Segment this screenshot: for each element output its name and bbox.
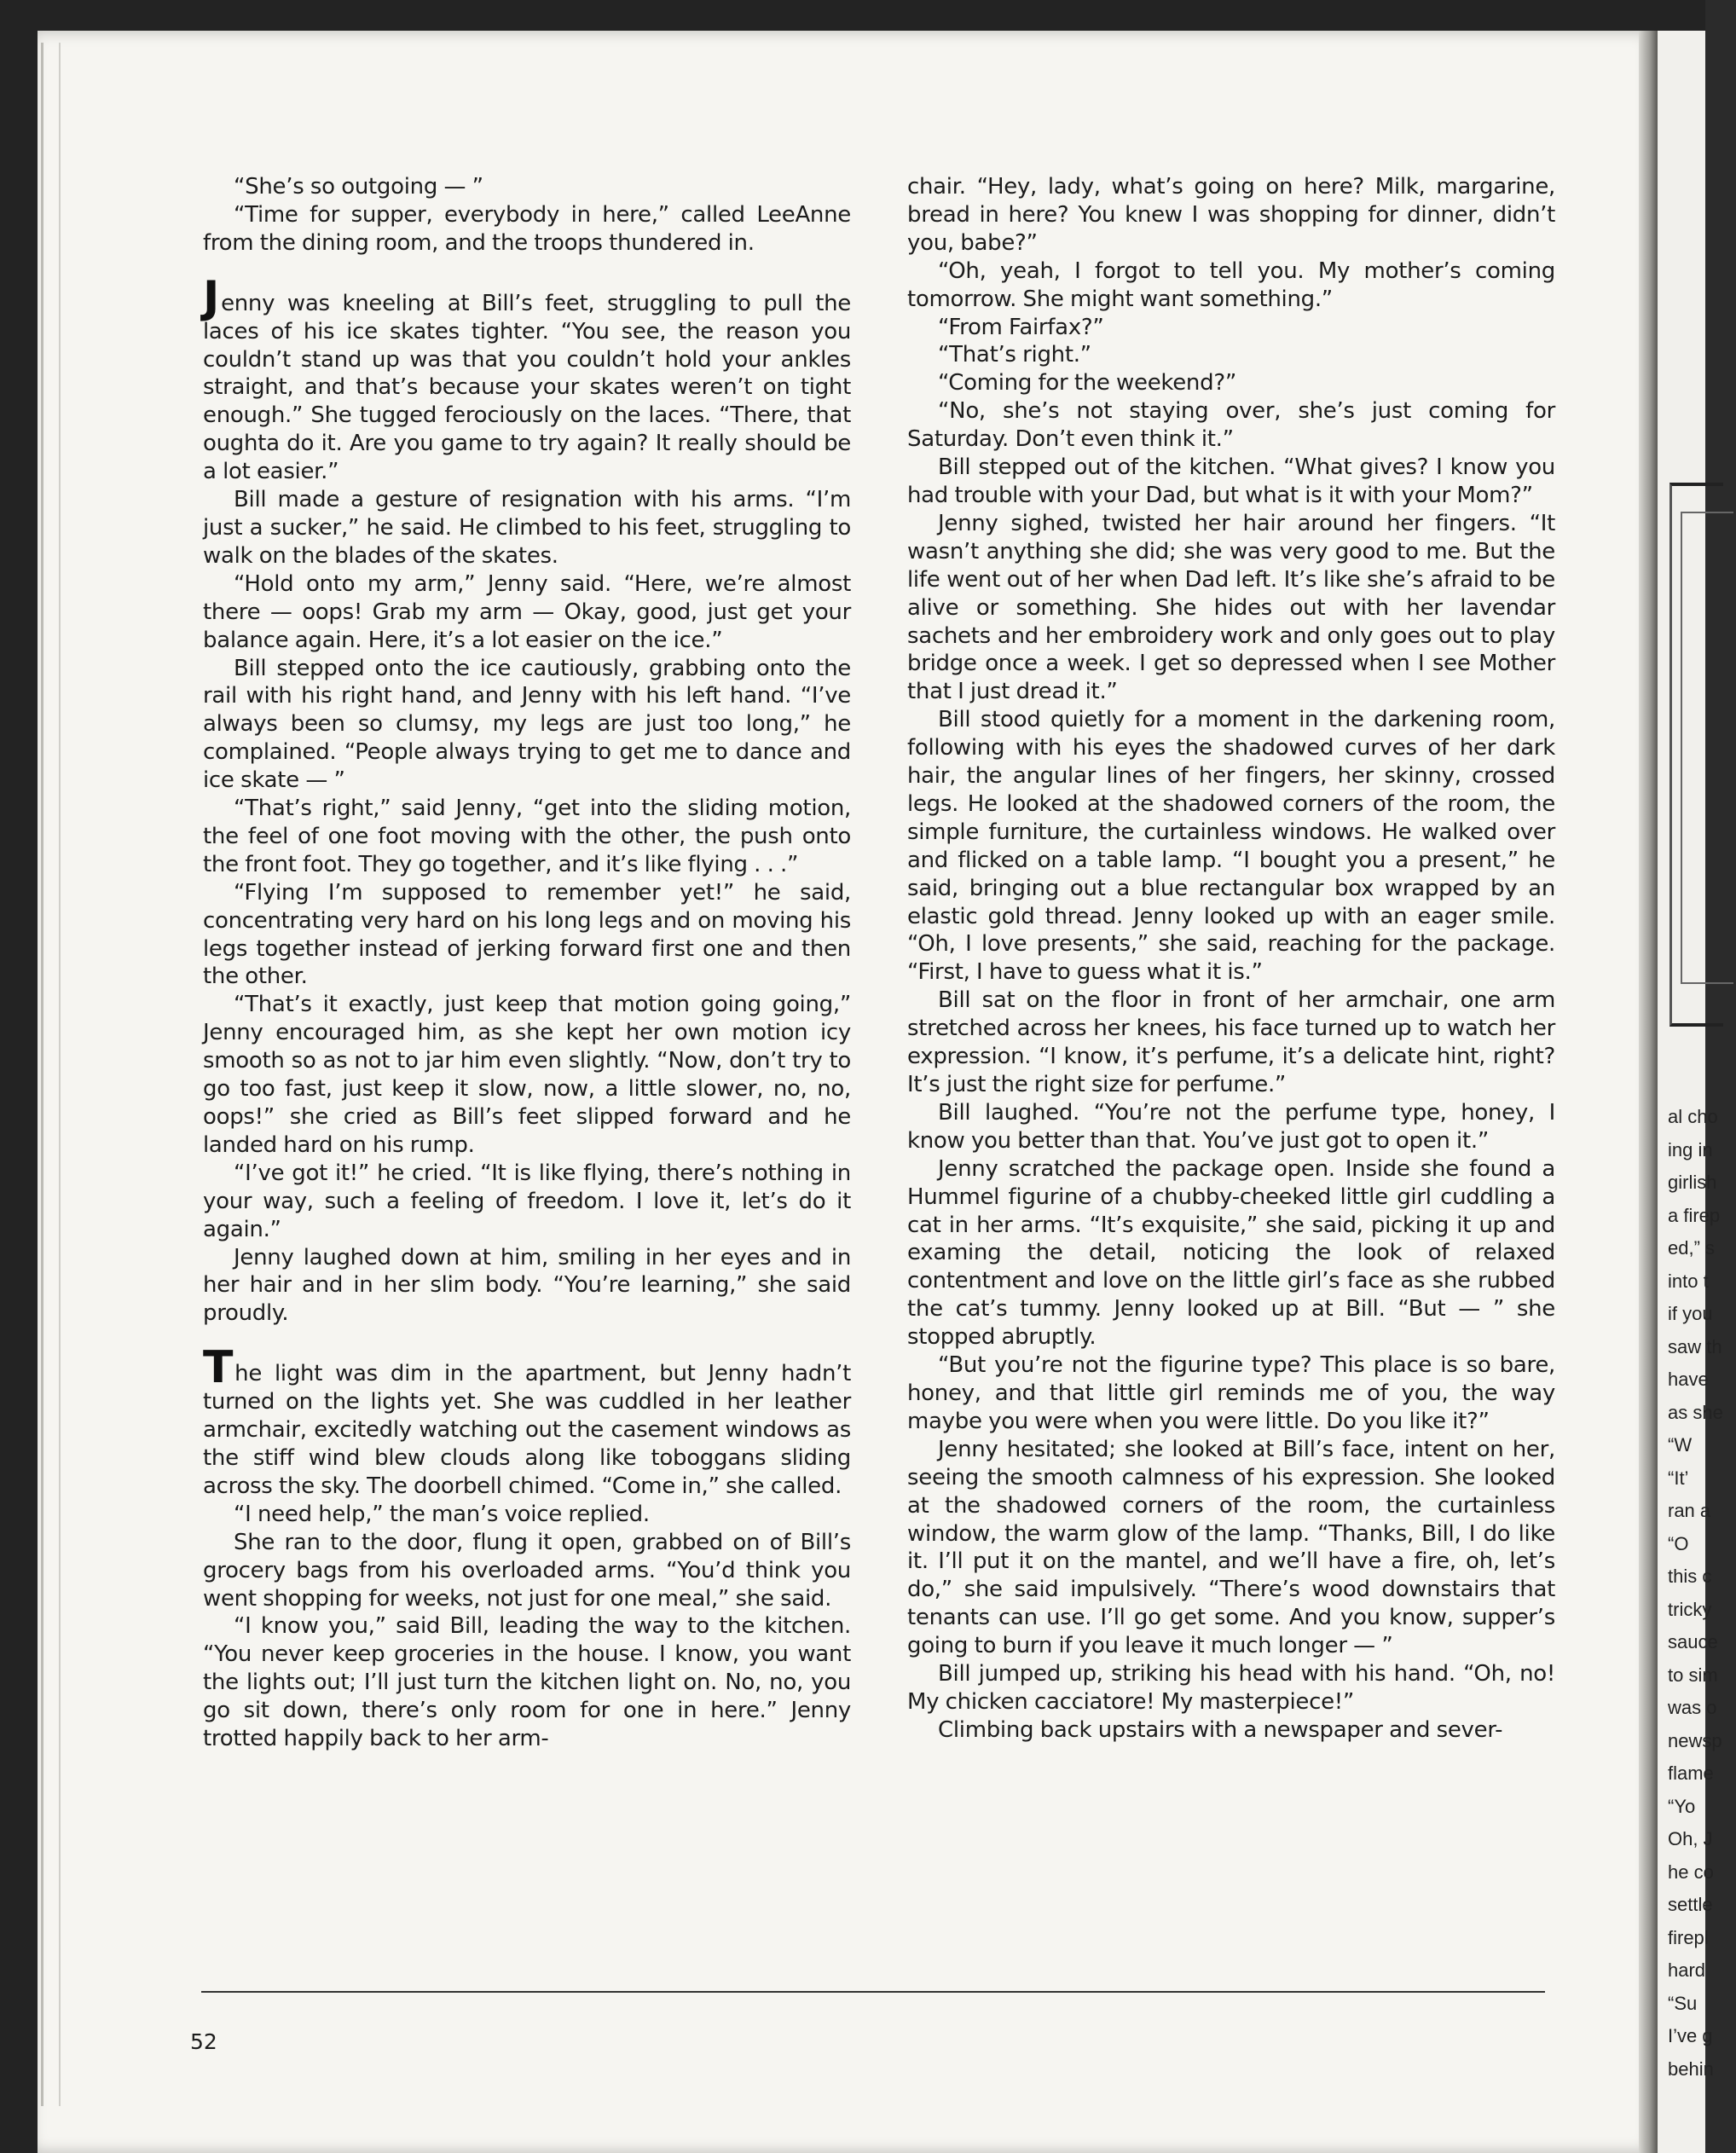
paragraph: Jenny hesitated; she looked at Bill’s face, intent on her, seeing the smooth calmness of his expression. She looked at the shadowed corners of the room, the curtainless window, the warm glow of the lamp. “Thanks, Bill, I do like it. I’ll put it on the mantel, and we’ll have a fire, oh, let’s do,” she said impulsively. “There’s wood downstairs that tenants can use. I’ll go get some. And you know, supper’s going to burn if you leave it much longer — ”	[907, 1436, 1555, 1659]
adjacent-text-fragment: flame	[1668, 1762, 1714, 1784]
page-stack-edge	[41, 43, 61, 2106]
adjacent-text-fragment: “O	[1668, 1532, 1689, 1554]
adjacent-text-fragment: ing in	[1668, 1138, 1713, 1160]
paragraph: “Oh, yeah, I forgot to tell you. My mother’s coming tomorrow. She might want something.”	[907, 258, 1555, 312]
page-number: 52	[190, 2029, 217, 2054]
paragraph: “I need help,” the man’s voice replied.	[234, 1501, 650, 1527]
adjacent-text-fragment: have	[1668, 1369, 1709, 1390]
adjacent-text-fragment: hard	[1668, 1959, 1706, 1981]
adjacent-page-text	[1668, 1101, 1736, 2086]
paragraph: Climbing back upstairs with a newspaper and sever-	[938, 1716, 1503, 1743]
paragraph: “No, she’s not staying over, she’s just coming for Saturday. Don’t even think it.”	[907, 398, 1555, 453]
section-opening-paragraph	[203, 271, 851, 486]
adjacent-sidebar-box	[1669, 483, 1723, 1027]
adjacent-text-fragment: “W	[1668, 1434, 1693, 1456]
paragraph: Bill stepped out of the kitchen. “What gives? I know you had trouble with your Dad, but what is it with your Mom?”	[907, 454, 1555, 508]
paragraph: “I’ve got it!” he cried. “It is like flying, there’s nothing in your way, such a feeling of freedom. I love it, let’s do it again.”	[203, 1160, 851, 1242]
paragraph: “I know you,” said Bill, leading the way to the kitchen. “You never keep groceries in the house. I know, you want the lights out; I’ll just turn the kitchen light on. No, no, you go sit down, there’s only room for one in here.” Jenny trotted happily back to her arm-	[203, 1613, 851, 1752]
paragraph-text: he light was dim in the apartment, but Jenny hadn’t turned on the lights yet. She was cuddled in her leather armchair, excitedly watching out the casement windows as the stiff wind blew clouds along like toboggans sliding across the sky. The doorbell chimed. “Come in,” she called.	[203, 1361, 851, 1499]
adjacent-text-fragment: ran a	[1668, 1500, 1711, 1521]
paragraph: “She’s so outgoing — ”	[234, 174, 483, 200]
adjacent-text-fragment: was o	[1668, 1697, 1717, 1718]
drop-cap: T	[203, 1342, 234, 1394]
paragraph: Bill sat on the floor in front of her armchair, one arm stretched across her knees, his face turned up to watch her expression. “I know, it’s perfume, it’s a delicate hint, right? It’s just the right size for perfume.”	[907, 987, 1555, 1097]
adjacent-text-fragment: to sim	[1668, 1664, 1718, 1686]
drop-cap: J	[203, 271, 220, 323]
section-opening-paragraph	[203, 1342, 851, 1501]
paragraph: “But you’re not the figurine type? This place is so bare, honey, and that little girl reminds me of you, the way maybe you were when you were little. Do you like it?”	[907, 1352, 1555, 1434]
adjacent-text-fragment: Oh, J	[1668, 1828, 1713, 1849]
adjacent-text-fragment: tricky	[1668, 1598, 1712, 1620]
adjacent-text-fragment: he co	[1668, 1861, 1714, 1883]
adjacent-text-fragment: ed,” s	[1668, 1237, 1716, 1259]
binding-gutter	[1639, 31, 1658, 2153]
paragraph: Bill made a gesture of resignation with his arms. “I’m just a sucker,” he said. He climbed to his feet, struggling to walk on the blades of the skates.	[203, 487, 851, 569]
adjacent-page	[1658, 31, 1723, 2153]
paragraph: Jenny laughed down at him, smiling in her eyes and in her hair and in her slim body. “You’re learning,” she said proudly.	[203, 1244, 851, 1327]
paragraph: Bill stood quietly for a moment in the darkening room, following with his eyes the shadowed curves of her dark hair, the angular lines of her fingers, her skinny, crossed legs. He looked at the shadowed corners of the room, the simple furniture, the curtainless windows. He walked over and flicked on a table lamp. “I bought you a present,” he said, bringing out a blue rectangular box wrapped by an elastic gold thread. Jenny looked up with an eager smile. “Oh, I love presents,” she said, reaching for the package. “First, I have to guess what it is.”	[907, 707, 1555, 986]
paragraph: Bill stepped onto the ice cautiously, grabbing onto the rail with his right hand, and Jenny with his left hand. “I’ve always been so clumsy, my legs are just too long,” he complained. “People always trying to get me to dance and ice skate — ”	[203, 655, 851, 794]
paragraph: Bill laughed. “You’re not the perfume type, honey, I know you better than that. You’ve just got to open it.”	[907, 1099, 1555, 1154]
adjacent-text-fragment: firepl	[1668, 1926, 1709, 1948]
paragraph: chair. “Hey, lady, what’s going on here? Milk, margarine, bread in here? You knew I was shopping for dinner, didn’t you, babe?”	[907, 174, 1555, 256]
adjacent-sidebar-inner	[1681, 512, 1733, 984]
paragraph: “Coming for the weekend?”	[938, 370, 1236, 396]
paragraph: She ran to the door, flung it open, grabbed on of Bill’s grocery bags from his overloaded arms. “You’d think you went shopping for weeks, not just for one meal,” she said.	[203, 1529, 851, 1612]
adjacent-text-fragment: “Yo	[1668, 1795, 1696, 1817]
adjacent-text-fragment: girlish	[1668, 1172, 1717, 1193]
adjacent-text-fragment: as she	[1668, 1401, 1723, 1423]
adjacent-text-fragment: this c	[1668, 1566, 1712, 1587]
footer-rule	[201, 1991, 1545, 1993]
paragraph: Jenny sighed, twisted her hair around her fingers. “It wasn’t anything she did; she was very good to me. But the life went out of her when Dad left. It’s like she’s afraid to be alive or something. She hides out with her lavendar sachets and her embroidery work and only goes out to play bridge once a week. I get so depressed when I see Mother that I just dread it.”	[907, 510, 1555, 705]
article-right-column	[907, 173, 1555, 1745]
article-left-column	[203, 173, 851, 1753]
adjacent-text-fragment: settle	[1668, 1894, 1713, 1915]
paragraph: “That’s right,” said Jenny, “get into the sliding motion, the feel of one foot moving with the other, the push onto the front foot. They go together, and it’s like flying . . .”	[203, 796, 851, 877]
paragraph: Bill jumped up, striking his head with his hand. “Oh, no! My chicken cacciatore! My masterpiece!”	[907, 1661, 1555, 1715]
paragraph: “From Fairfax?”	[938, 314, 1104, 340]
adjacent-text-fragment: newsp	[1668, 1729, 1722, 1751]
paragraph: “That’s it exactly, just keep that motion going going,” Jenny encouraged him, as she kept her own motion icy smooth so as not to jar him even slightly. “Now, don’t try to go too fast, just keep it slow, now, a little slower, no, no, oops!” she cried as Bill’s feet slipped forward and he landed hard on his rump.	[203, 992, 851, 1158]
paragraph: “Flying I’m supposed to remember yet!” he said, concentrating very hard on his long legs and on moving his legs together instead of jerking forward first one and then the other.	[203, 879, 851, 990]
adjacent-text-fragment: saw th	[1668, 1335, 1722, 1357]
paragraph: “Time for supper, everybody in here,” called LeeAnne from the dining room, and the troops thundered in.	[203, 201, 851, 256]
adjacent-text-fragment: into t	[1668, 1270, 1709, 1292]
adjacent-text-fragment: if you	[1668, 1303, 1713, 1324]
adjacent-text-fragment: a firep	[1668, 1204, 1721, 1226]
paragraph: “Hold onto my arm,” Jenny said. “Here, we’re almost there — oops! Grab my arm — Okay, good, just get your balance again. Here, it’s a lot easier on the ice.”	[203, 570, 851, 653]
adjacent-text-fragment: al cho	[1668, 1106, 1718, 1127]
adjacent-text-fragment: “It’	[1668, 1467, 1689, 1489]
adjacent-text-fragment: I’ve g	[1668, 2025, 1713, 2046]
paragraph: Jenny scratched the package open. Inside she found a Hummel figurine of a chubby-cheeked little girl cuddling a cat in her arms. “It’s exquisite,” she said, picking it up and examing the detail, noticing the look of relaxed contentment and love on the little girl’s face as she rubbed the cat’s tummy. Jenny looked up at Bill. “But — ” she stopped abruptly.	[907, 1155, 1555, 1351]
paragraph-text: enny was kneeling at Bill’s feet, struggling to pull the laces of his ice skates tighter. “You see, the reason you couldn’t stand up was that you couldn’t hold your ankles straight, and that’s because your skates weren’t on tight enough.” She tugged ferociously on the laces. “There, that oughta do it. Are you game to try again? It really should be a lot easier.”	[203, 290, 851, 485]
adjacent-text-fragment: “Su	[1668, 1992, 1698, 2014]
adjacent-text-fragment: behin	[1668, 2058, 1714, 2080]
paragraph: “That’s right.”	[938, 342, 1091, 368]
adjacent-text-fragment: sauce	[1668, 1631, 1718, 1652]
